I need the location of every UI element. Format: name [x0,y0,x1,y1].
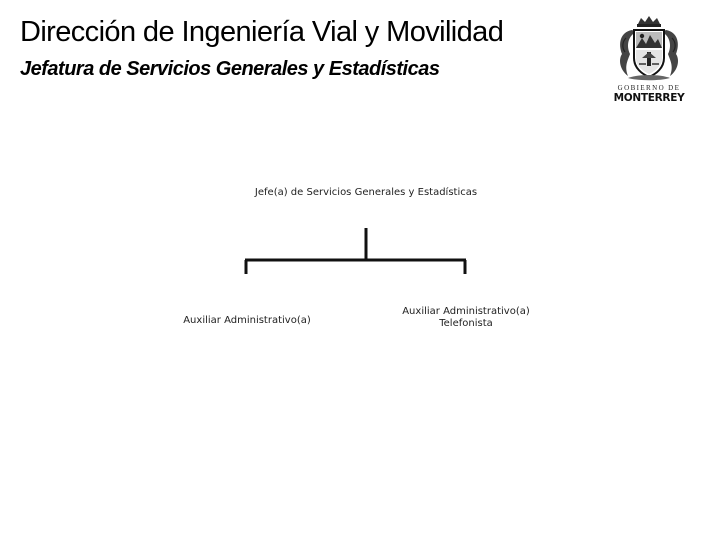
org-node-jefe [230,187,502,199]
org-node-auxiliar-administrativo [166,315,328,327]
page-title: Dirección de Ingeniería Vial y Movilidad [20,16,504,48]
org-node-auxiliar-label: Auxiliar Administrativo(a) [183,315,311,326]
org-node-telefonista-label-line2: Telefonista [439,318,493,329]
logo-text-gobierno: GOBIERNO DE [617,84,681,92]
logo-text-monterrey: MONTERREY [613,92,685,104]
org-node-jefe-label: Jefe(a) de Servicios Generales y Estadísticas [254,187,478,198]
org-node-auxiliar-telefonista [385,306,547,330]
org-node-telefonista-label-line1: Auxiliar Administrativo(a) [402,306,530,317]
page-subtitle: Jefatura de Servicios Generales y Estadísticas [20,58,440,80]
